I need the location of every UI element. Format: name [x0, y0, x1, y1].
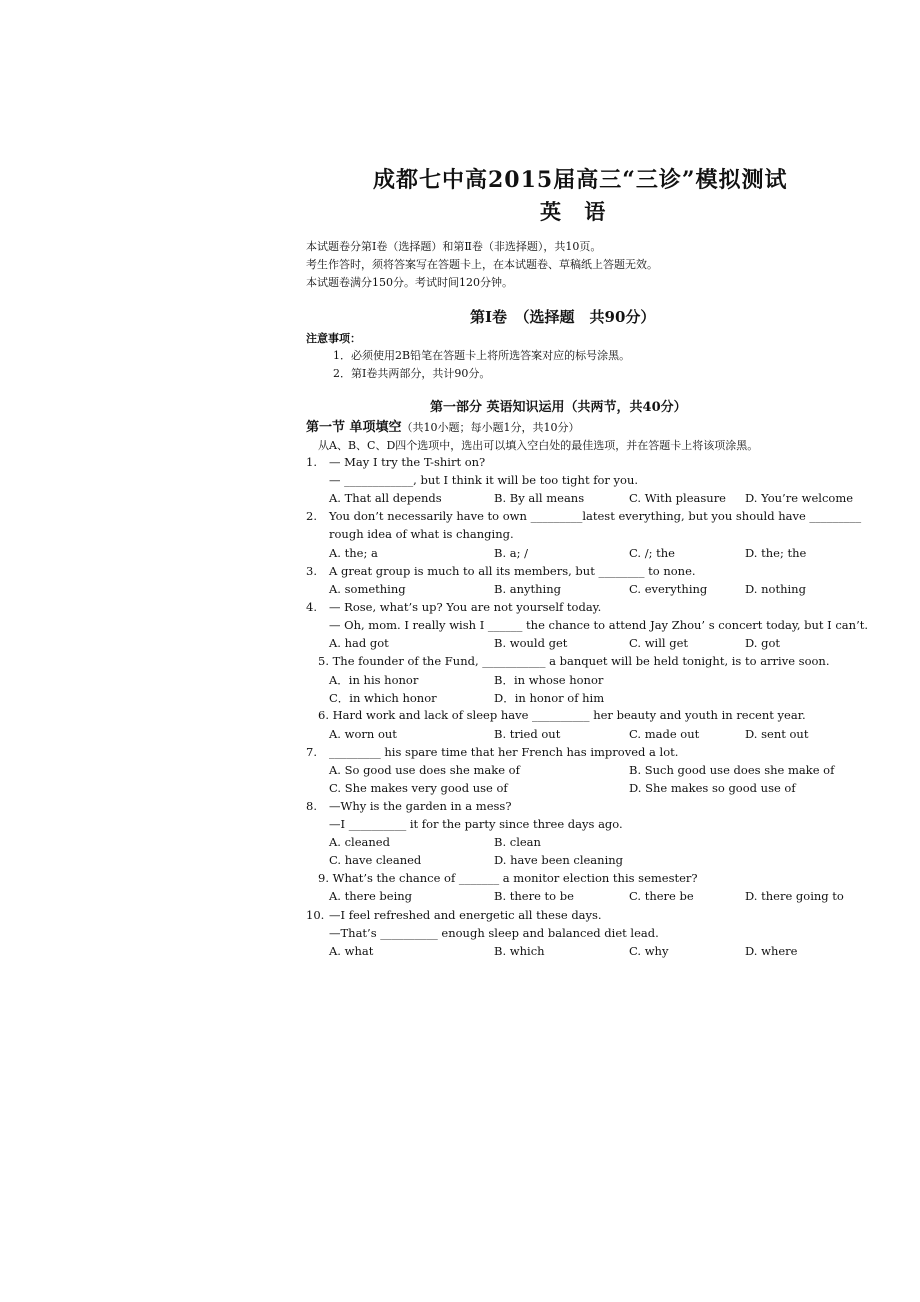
answer-option[interactable]: C. everything [629, 581, 708, 596]
answer-option[interactable]: B. tried out [494, 726, 561, 741]
question-line [329, 817, 623, 831]
answer-option[interactable]: A. cleaned [329, 835, 390, 850]
section-heading [306, 416, 580, 435]
question-number: 10. [306, 907, 325, 922]
answer-option[interactable]: D. there going to [745, 889, 844, 904]
notice-label: 注意事项： [306, 332, 361, 345]
answer-option[interactable]: B．in whose honor [494, 673, 604, 688]
answer-option[interactable]: B. there to be [494, 889, 574, 904]
answer-option[interactable]: C. will get [629, 636, 689, 650]
question-line [329, 527, 514, 541]
answer-option[interactable]: C. She makes very good use of [329, 780, 508, 795]
question-text: 9. What’s the chance of _______ a monitor election this semester? [318, 871, 698, 886]
answer-option[interactable]: B. anything [494, 581, 561, 596]
answer-option[interactable]: B. would get [494, 636, 568, 650]
question-text: —That’s __________ enough sleep and balanced diet lead. [329, 925, 659, 940]
answer-option[interactable]: C. /; the [629, 545, 675, 560]
question-text: _________ his spare time that her French has improved a lot. [329, 744, 679, 759]
notice-2: 2．第Ⅰ卷共两部分，共计90分。 [333, 367, 491, 380]
question-number: 8. [306, 798, 317, 813]
answer-option[interactable]: D. where [745, 943, 798, 958]
answer-option[interactable]: D. the; the [745, 545, 807, 560]
answer-option[interactable]: C．in which honor [329, 691, 437, 706]
answer-option[interactable]: B. a; / [494, 545, 529, 560]
answer-option[interactable]: A. That all depends [329, 491, 442, 506]
question-text: —Why is the garden in a mess? [329, 798, 512, 813]
question-line [318, 708, 806, 722]
question-line [306, 455, 485, 469]
answer-option[interactable]: A. there being [329, 889, 413, 904]
question-text: — May I try the T-shirt on? [329, 455, 486, 469]
question-text: — Rose, what’s up? You are not yourself today. [329, 599, 602, 614]
answer-option[interactable]: D. have been cleaning [494, 853, 624, 868]
answer-option[interactable]: B. By all means [494, 491, 585, 506]
answer-option[interactable]: C. made out [629, 726, 700, 741]
section-label: 第一节 单项填空 [306, 420, 402, 435]
question-line [329, 926, 659, 940]
volume-title: 第Ⅰ卷 （选择题 共90分） [470, 308, 656, 326]
answer-option[interactable]: A．in his honor [329, 673, 419, 688]
answer-option[interactable]: A. worn out [329, 726, 397, 741]
answer-option[interactable]: B. which [494, 943, 545, 958]
answer-option[interactable]: D. got [745, 636, 781, 650]
instruction: 从A、B、C、D四个选项中，选出可以填入空白处的最佳选项，并在答题卡上将该项涂黑。 [318, 439, 759, 452]
part1-title: 第一部分 英语知识运用（共两节，共40分） [430, 400, 687, 415]
question-line [306, 564, 696, 578]
answer-option[interactable]: D. She makes so good use of [629, 780, 796, 795]
question-line [306, 745, 678, 759]
notice-1: 1．必须使用2B铅笔在答题卡上将所选答案对应的标号涂黑。 [333, 349, 631, 362]
question-text: You don’t necessarily have to own _________latest everything, but you should have _________ [329, 509, 862, 524]
question-text: —I feel refreshed and energetic all these days. [329, 907, 602, 922]
question-text: rough idea of what is changing. [329, 527, 514, 542]
exam-title: 成都七中高2015届高三“三诊”模拟测试 [373, 167, 788, 193]
question-number: 2. [306, 509, 317, 524]
question-text: 5. The founder of the Fund, ___________ a banquet will be held tonight, is to arrive soon. [318, 654, 830, 669]
answer-option[interactable]: D. nothing [745, 581, 806, 596]
question-text: A great group is much to all its members, but ________ to none. [329, 563, 696, 578]
question-line [306, 509, 861, 523]
question-line [306, 908, 602, 922]
answer-option[interactable]: A. So good use does she make of [329, 762, 520, 777]
answer-option[interactable]: A. something [329, 581, 406, 596]
answer-option[interactable]: C. With pleasure [629, 491, 726, 506]
question-line [318, 654, 830, 668]
question-line [318, 871, 698, 885]
question-line [329, 473, 638, 487]
answer-option[interactable]: B. clean [494, 835, 541, 850]
answer-option[interactable]: D. sent out [745, 726, 809, 741]
answer-option[interactable]: C. why [629, 943, 669, 958]
subject-title: 英 语 [540, 199, 614, 224]
intro-line-2: 考生作答时，须将答案写在答题卡上，在本试题卷、草稿纸上答题无效。 [306, 258, 658, 271]
question-line [329, 618, 868, 632]
question-number: 1. [306, 455, 317, 469]
answer-option[interactable]: B. Such good use does she make of [629, 762, 835, 777]
answer-option[interactable]: C. have cleaned [329, 853, 422, 868]
question-text: — Oh, mom. I really wish I ______ the chance to attend Jay Zhou’ s concert today, but I can’t. [329, 617, 869, 632]
question-number: 3. [306, 563, 317, 578]
answer-option[interactable]: A. the; a [329, 545, 378, 560]
answer-option[interactable]: A. what [329, 943, 374, 958]
answer-option[interactable]: A. had got [329, 636, 389, 650]
question-number: 4. [306, 599, 317, 614]
question-text: 6. Hard work and lack of sleep have __________ her beauty and youth in recent year. [318, 708, 806, 723]
intro-line-1: 本试题卷分第Ⅰ卷（选择题）和第Ⅱ卷（非选择题），共10页。 [306, 240, 602, 253]
question-text: —I __________ it for the party since three days ago. [329, 817, 623, 831]
answer-option[interactable]: C. there be [629, 889, 694, 904]
question-line [306, 600, 601, 614]
answer-option[interactable]: D．in honor of him [494, 691, 605, 706]
question-number: 7. [306, 744, 317, 759]
section-info: （共10小题；每小题1分，共10分） [401, 421, 580, 434]
question-text: — ____________, but I think it will be too tight for you. [329, 473, 639, 488]
question-line [306, 799, 511, 813]
answer-option[interactable]: D. You’re welcome [745, 491, 854, 506]
intro-line-3: 本试题卷满分150分。考试时间120分钟。 [306, 276, 513, 289]
